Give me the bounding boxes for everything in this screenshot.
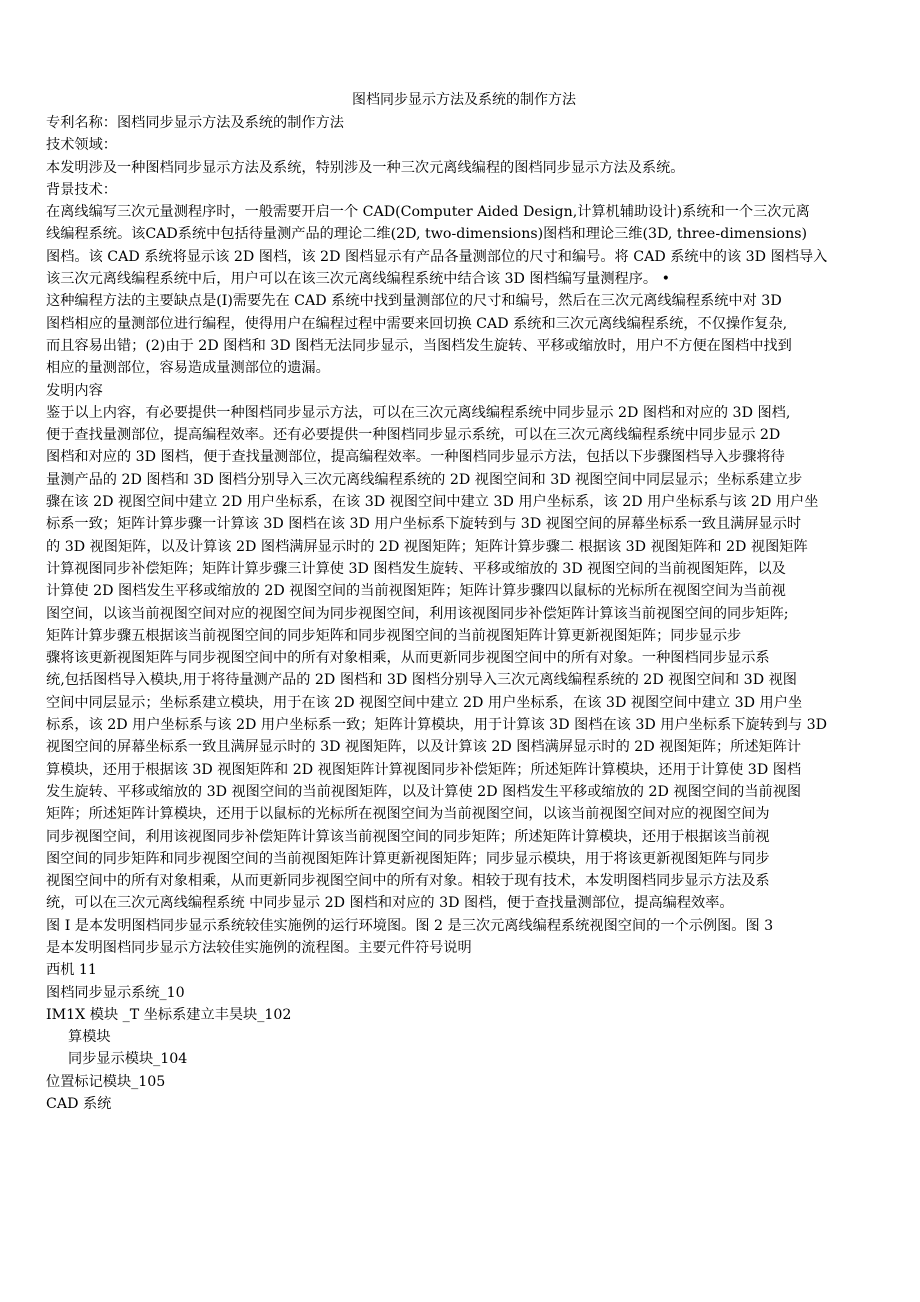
paragraph-line: 视图空间中的所有对象相乘，从而更新同步视图空间中的所有对象。相较于现有技术，本发明图档同步显示方法及系 [46, 873, 770, 890]
paragraph-line: 在离线编写三次元量测程序时，一般需要开启一个 CAD(Computer Aided Design,计算机辅助设计)系统和一个三次元离 [46, 204, 810, 221]
paragraph-line: 统,包括图档导入模块,用于将待量测产品的 2D 图档和 3D 图档分别导入三次元离线编程系统的 2D 视图空间和 3D 视图 [46, 672, 797, 689]
paragraph-line: 图档。该 CAD 系统将显示该 2D 图档，该 2D 图档显示有产品各量测部位的尺寸和编号。将 CAD 系统中的该 3D 图档导入 [46, 248, 828, 265]
paragraph-line: 图档相应的量测部位进行编程，使得用户在编程过程中需要来回切换 CAD 系统和三次元离线编程系统，不仅操作复杂, [46, 315, 788, 332]
paragraph-line: 发生旋转、平移或缩放的 3D 视图空间的当前视图矩阵，以及计算使 2D 图档发生平移或缩放的 2D 视图空间的当前视图 [46, 783, 802, 800]
component-symbol-item: 算模块 [68, 1029, 111, 1046]
paragraph-line: 矩阵；所述矩阵计算模块，还用于以鼠标的光标所在视图空间为当前视图空间，以该当前视图空间对应的视图空间为 [46, 806, 770, 823]
paragraph-line: 骤在该 2D 视图空间中建立 2D 用户坐标系，在该 3D 视图空间中建立 3D 用户坐标系，该 2D 用户坐标系与该 2D 用户坐 [46, 494, 819, 511]
paragraph-line: 计算使 2D 图档发生平移或缩放的 2D 视图空间的当前视图矩阵；矩阵计算步骤四以鼠标的光标所在视图空间为当前视 [46, 583, 786, 600]
section-heading-background: 背景技术： [46, 181, 117, 198]
paragraph-line: 量测产品的 2D 图档和 3D 图档分别导入三次元离线编程系统的 2D 视图空间和 3D 视图空间中同层显示；坐标系建立步 [46, 471, 803, 488]
paragraph-line: 计算视图同步补偿矩阵；矩阵计算步骤三计算使 3D 图档发生旋转、平移或缩放的 3D 视图空间的当前视图矩阵，以及 [46, 560, 786, 577]
component-symbol-item: 同步显示模块_104 [68, 1051, 188, 1068]
patent-name-line: 专利名称：图档同步显示方法及系统的制作方法 [46, 115, 344, 131]
paragraph-line: 图空间，以该当前视图空间对应的视图空间为同步视图空间，利用该视图同步补偿矩阵计算该当前视图空间的同步矩阵; [46, 605, 789, 622]
component-symbol-item: IM1X 模块 _T 坐标系建立丰昊块_102 [46, 1006, 292, 1023]
figure-description-line: 是本发明图档同步显示方法较佳实施例的流程图。主要元件符号说明 [46, 939, 472, 956]
document-page [46, 88, 882, 1138]
paragraph-line: 图档和对应的 3D 图档，便于查找量测部位，提高编程效率。一种图档同步显示方法，包括以下步骤图档导入步骤将待 [46, 449, 785, 466]
paragraph-line: 这种编程方法的主要缺点是(I)需要先在 CAD 系统中找到量测部位的尺寸和编号，然后在三次元离线编程系统中对 3D [46, 293, 782, 310]
paragraph-line: 鉴于以上内容，有必要提供一种图档同步显示方法，可以在三次元离线编程系统中同步显示 2D 图档和对应的 3D 图档, [46, 404, 791, 421]
paragraph-line: 便于查找量测部位，提高编程效率。还有必要提供一种图档同步显示系统，可以在三次元离线编程系统中同步显示 2D [46, 427, 781, 444]
paragraph-line: 骤将该更新视图矩阵与同步视图空间中的所有对象相乘，从而更新同步视图空间中的所有对象。一种图档同步显示系 [46, 650, 770, 667]
paragraph-line: 相应的量测部位，容易造成量测部位的遗漏。 [46, 360, 330, 377]
paragraph-line: 图 I 是本发明图档同步显示系统较佳实施例的运行环境图。图 2 是三次元离线编程系统视图空间的一个示例图。图 3 [46, 917, 774, 934]
paragraph-line: 线编程系统。该CAD系统中包括待量测产品的理论二维(2D, two-dimensions)图档和理论三维(3D, three-dimensions) [46, 226, 808, 243]
document-title: 图档同步显示方法及系统的制作方法 [352, 92, 576, 108]
section-heading-invention-content: 发明内容 [46, 382, 103, 399]
paragraph-line: 而且容易出错；(2)由于 2D 图档和 3D 图档无法同步显示，当图档发生旋转、平移或缩放时，用户不方便在图档中找到 [46, 337, 792, 354]
component-symbol-item: 图档同步显示系统_10 [46, 984, 185, 1001]
section-heading-technical-field: 技术领域： [46, 137, 117, 154]
component-symbol-item [46, 1115, 882, 1137]
paragraph-line: 的 3D 视图矩阵，以及计算该 2D 图档满屏显示时的 2D 视图矩阵；矩阵计算步骤二 根据该 3D 视图矩阵和 2D 视图矩阵 [46, 538, 808, 555]
paragraph-line: 标系，该 2D 用户坐标系与该 2D 用户坐标系一致；矩阵计算模块，用于计算该 3D 图档在该 3D 用户坐标系下旋转到与 3D [46, 717, 828, 734]
component-symbol-item: 位置标记模块_105 [46, 1073, 166, 1090]
paragraph-line: 空间中同层显示；坐标系建立模块，用于在该 2D 视图空间中建立 2D 用户坐标系，在该 3D 视图空间中建立 3D 用户坐 [46, 694, 803, 711]
paragraph-line: 同步视图空间，利用该视图同步补偿矩阵计算该当前视图空间的同步矩阵；所述矩阵计算模块，还用于根据该当前视 [46, 828, 770, 845]
paragraph-line: 统，可以在三次元离线编程系统 中同步显示 2D 图档和对应的 3D 图档，便于查找量测部位，提高编程效率。 [46, 895, 734, 912]
paragraph-line: 图空间的同步矩阵和同步视图空间的当前视图矩阵计算更新视图矩阵；同步显示模块，用于将该更新视图矩阵与同步 [46, 850, 770, 867]
paragraph-line: 标系一致；矩阵计算步骤一计算该 3D 图档在该 3D 用户坐标系下旋转到与 3D 视图空间的屏幕坐标系一致且满屏显示时 [46, 516, 802, 533]
paragraph-line: 本发明涉及一种图档同步显示方法及系统，特别涉及一种三次元离线编程的图档同步显示方法及系统。 [46, 159, 685, 176]
paragraph-line: 视图空间的屏幕坐标系一致且满屏显示时的 3D 视图矩阵，以及计算该 2D 图档满屏显示时的 2D 视图矩阵；所述矩阵计 [46, 739, 802, 756]
figure-description-line: 西机 11 [46, 962, 97, 979]
paragraph-line: 矩阵计算步骤五根据该当前视图空间的同步矩阵和同步视图空间的当前视图矩阵计算更新视图矩阵；同步显示步 [46, 627, 742, 644]
paragraph-line: 该三次元离线编程系统中后，用户可以在该三次元离线编程系统中结合该 3D 图档编写量测程序。 • [46, 271, 670, 288]
component-symbol-item: CAD 系统 [46, 1096, 112, 1113]
paragraph-line: 算模块，还用于根据该 3D 视图矩阵和 2D 视图矩阵计算视图同步补偿矩阵；所述矩阵计算模块，还用于计算使 3D 图档 [46, 761, 802, 778]
